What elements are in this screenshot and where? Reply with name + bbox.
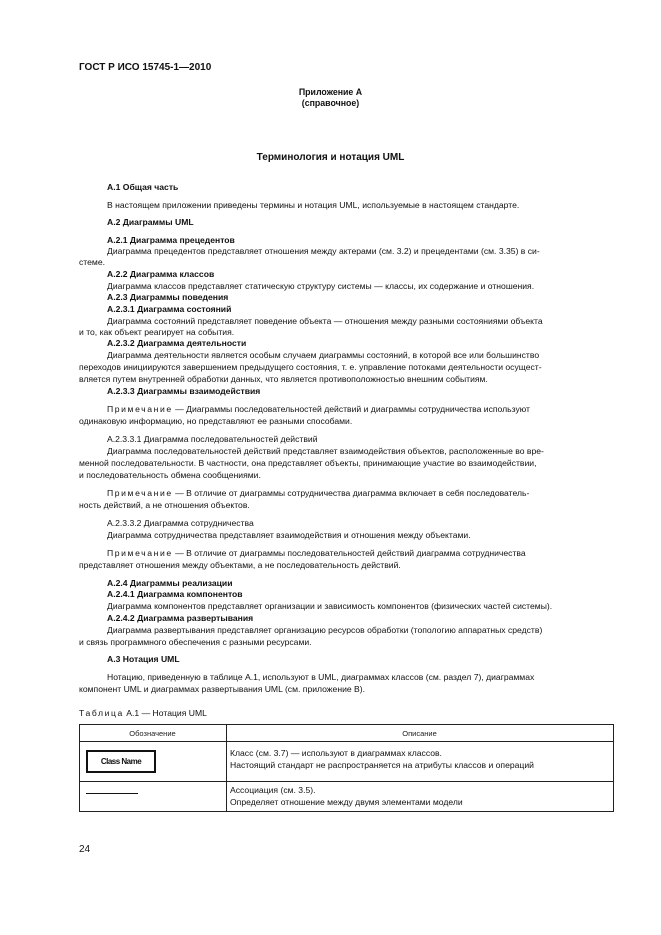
document-header: ГОСТ Р ИСО 15745-1—2010: [79, 62, 212, 73]
paragraph-a1: В настоящем приложении приведены термины и нотация UML, используемые в настоящем стандарте.: [107, 200, 520, 210]
class-notation-box: Class Name: [86, 750, 156, 773]
heading-a2332: А.2.3.3.2 Диаграмма сотрудничества: [107, 518, 254, 528]
note-label: Примечание: [107, 548, 173, 558]
note2-line1: Примечание — В отличие от диаграммы сотрудничества диаграмма включает в себя последователь-: [107, 488, 530, 498]
table-row2-desc-line2: Определяет отношение между двумя элементами модели: [230, 797, 463, 807]
note-label: Примечание: [107, 404, 173, 414]
table-header-description: Описание: [402, 729, 437, 738]
paragraph-a231-line2: и то, как объект реагирует на события.: [79, 327, 235, 337]
paragraph-a2332: Диаграмма сотрудничества представляет взаимодействия и отношения между объектами.: [107, 530, 471, 540]
heading-a2: А.2 Диаграммы UML: [107, 217, 194, 227]
heading-a231: А.2.3.1 Диаграмма состояний: [107, 304, 232, 314]
table-row2-desc-line1: Ассоциация (см. 3.5).: [230, 785, 316, 795]
paragraph-a21-line1: Диаграмма прецедентов представляет отношения между актерами (см. 3.2) и прецедентами (см. 3.35) в си-: [107, 246, 540, 256]
heading-a232: А.2.3.2 Диаграмма деятельности: [107, 338, 247, 348]
paragraph-a21-line2: стеме.: [79, 257, 105, 267]
note-label: Примечание: [107, 488, 173, 498]
heading-a3: А.3 Нотация UML: [107, 654, 180, 664]
note3-line1: Примечание — В отличие от диаграммы последовательностей действий диаграмма сотрудничества: [107, 548, 526, 558]
paragraph-a232-line1: Диаграмма деятельности является особым случаем диаграммы состояний, в которой все или большинство: [107, 350, 540, 360]
heading-a23: А.2.3 Диаграммы поведения: [107, 292, 229, 302]
paragraph-a232-line2: переходов инициируются завершением предыдущего состояния, т. е. управление потоками деятельности осущест-: [79, 362, 542, 372]
note1-line1: Примечание — Диаграммы последовательностей действий и диаграммы сотрудничества используют: [107, 404, 530, 414]
paragraph-a3-line2: компонент UML и диаграммах развертывания UML (см. приложение B).: [79, 684, 366, 694]
page-number: 24: [79, 844, 91, 855]
heading-a1: А.1 Общая часть: [107, 182, 179, 192]
paragraph-a231-line1: Диаграмма состояний представляет поведение объекта — отношения между разными состояниями объекта: [107, 316, 543, 326]
appendix-subtitle: (справочное): [301, 98, 360, 108]
association-line-symbol: [86, 793, 138, 794]
table-caption: Таблица А.1 — Нотация UML: [79, 708, 207, 718]
heading-a242: А.2.4.2 Диаграмма развертывания: [107, 613, 254, 623]
paragraph-a2331-line2: менной последовательности. В частности, она представляет объекты, принимающие участие во взаимодействии,: [79, 458, 537, 468]
note2-line2: ность действий, а не отношения объектов.: [79, 500, 250, 510]
note3-line2: представляет отношения между объектами, а не последовательность действий.: [79, 560, 401, 570]
table-header-divider: [79, 741, 614, 742]
heading-a21: А.2.1 Диаграмма прецедентов: [107, 235, 235, 245]
paragraph-a2331-line3: и последовательность обмена сообщениями.: [79, 470, 261, 480]
paragraph-a3-line1: Нотацию, приведенную в таблице А.1, используют в UML, диаграммах классов (см. раздел 7), диаграммах: [107, 672, 535, 682]
note1-line2: одинаковую информацию, но представляют ее разными способами.: [79, 416, 353, 426]
table-header-designation: Обозначение: [129, 729, 176, 738]
heading-a22: А.2.2 Диаграмма классов: [107, 269, 215, 279]
paragraph-a242-line2: и связь программного обеспечения с разными ресурсами.: [79, 637, 312, 647]
table-row-divider: [79, 781, 614, 782]
heading-a2331: А.2.3.3.1 Диаграмма последовательностей действий: [107, 434, 318, 444]
paragraph-a242-line1: Диаграмма развертывания представляет организацию ресурсов обработки (топологию аппаратных средств): [107, 625, 543, 635]
heading-a24: А.2.4 Диаграммы реализации: [107, 578, 233, 588]
paragraph-a2331-line1: Диаграмма последовательностей действий представляет взаимодействия объектов, расположенные во вре-: [107, 446, 544, 456]
paragraph-a22: Диаграмма классов представляет статическую структуру системы — классы, их содержание и отношения.: [107, 281, 535, 291]
table-row1-desc-line2: Настоящий стандарт не распространяется на атрибуты классов и операций: [230, 760, 534, 770]
table-row1-desc-line1: Класс (см. 3.7) — используют в диаграммах классов.: [230, 748, 442, 758]
heading-a241: А.2.4.1 Диаграмма компонентов: [107, 589, 243, 599]
paragraph-a241: Диаграмма компонентов представляет организации и зависимость компонентов (физических частей системы).: [107, 601, 553, 611]
section-title: Терминология и нотация UML: [256, 152, 405, 163]
heading-a233: А.2.3.3 Диаграммы взаимодействия: [107, 386, 261, 396]
appendix-title: Приложение А: [298, 87, 363, 97]
paragraph-a232-line3: вляется путем внутренней обработки данных, что является противоположностью внешним событиям.: [79, 374, 488, 384]
